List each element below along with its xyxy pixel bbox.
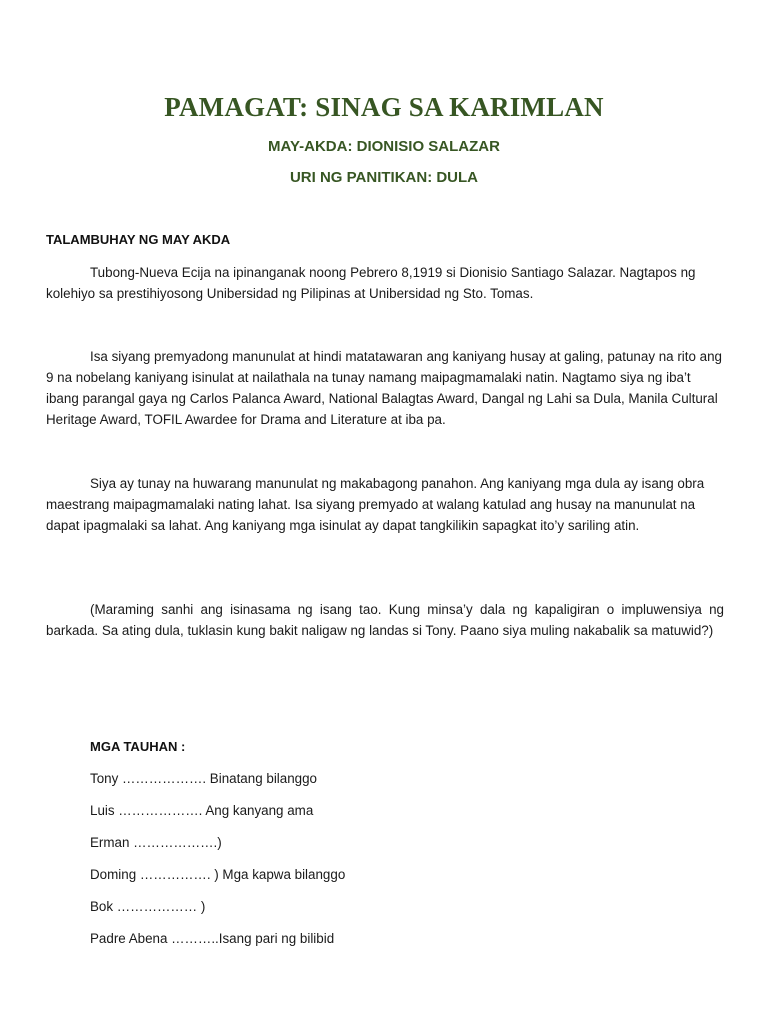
synopsis-paragraph: (Maraming sanhi ang isinasama ng isang tao. Kung minsa’y dala ng kapaligiran o impluwensiya ng barkada. Sa ating dula, tuklasin kung bakit naligaw ng landas si Tony. Paano siya muling nakabalik sa matuwid?) — [46, 602, 724, 638]
biography-paragraph-1: Tubong-Nueva Ecija na ipinanganak noong Pebrero 8,1919 si Dionisio Santiago Salazar. Nagtapos ng kolehiyo sa prestihiyosong Unibersidad ng Pilipinas at Unibersidad ng Sto. Tomas. — [46, 265, 696, 301]
cast-heading: MGA TAUHAN : — [90, 739, 186, 754]
document-title: PAMAGAT: SINAG SA KARIMLAN — [164, 92, 604, 122]
genre-line: URI NG PANITIKAN: DULA — [289, 169, 479, 186]
biography-paragraph-3: Siya ay tunay na huwarang manunulat ng makabagong panahon. Ang kaniyang mga dula ay isang obra maestrang maipagmamalaki nating lahat. Isa siyang premyado at walang katulad ang husay na manunulat na dapat ipagmalaki sa lahat. Ang kaniyang mga isinulat ay dapat tangkilikin sapagkat ito’y sariling atin. — [46, 476, 705, 533]
cast-item-bok: Bok ……………… ) — [90, 899, 206, 914]
author-line: MAY-AKDA: DIONISIO SALAZAR — [268, 138, 500, 155]
cast-item-doming: Doming ……………. ) Mga kapwa bilanggo — [90, 867, 346, 882]
cast-item-tony: Tony ………………. Binatang bilanggo — [90, 771, 318, 786]
biography-paragraph-2: Isa siyang premyadong manunulat at hindi matatawaran ang kaniyang husay at galing, patunay na rito ang 9 na nobelang kaniyang isinulat at nailathala na tunay namang maipagmamalaki natin. Nagtamo siya ng iba’t ibang parangal gaya ng Carlos Palanca Award, National Balagtas Award, Dangal ng Lahi sa Dula, Manila Cultural Heritage Award, TOFIL Awardee for Drama and Literature at iba pa. — [46, 349, 723, 427]
cast-item-erman: Erman ……………….) — [90, 835, 222, 850]
cast-list — [90, 766, 345, 958]
biography-heading: TALAMBUHAY NG MAY AKDA — [46, 232, 231, 247]
cast-item-luis: Luis ………………. Ang kanyang ama — [90, 803, 314, 818]
cast-item-padre-abena: Padre Abena ………..Isang pari ng bilibid — [90, 931, 335, 946]
